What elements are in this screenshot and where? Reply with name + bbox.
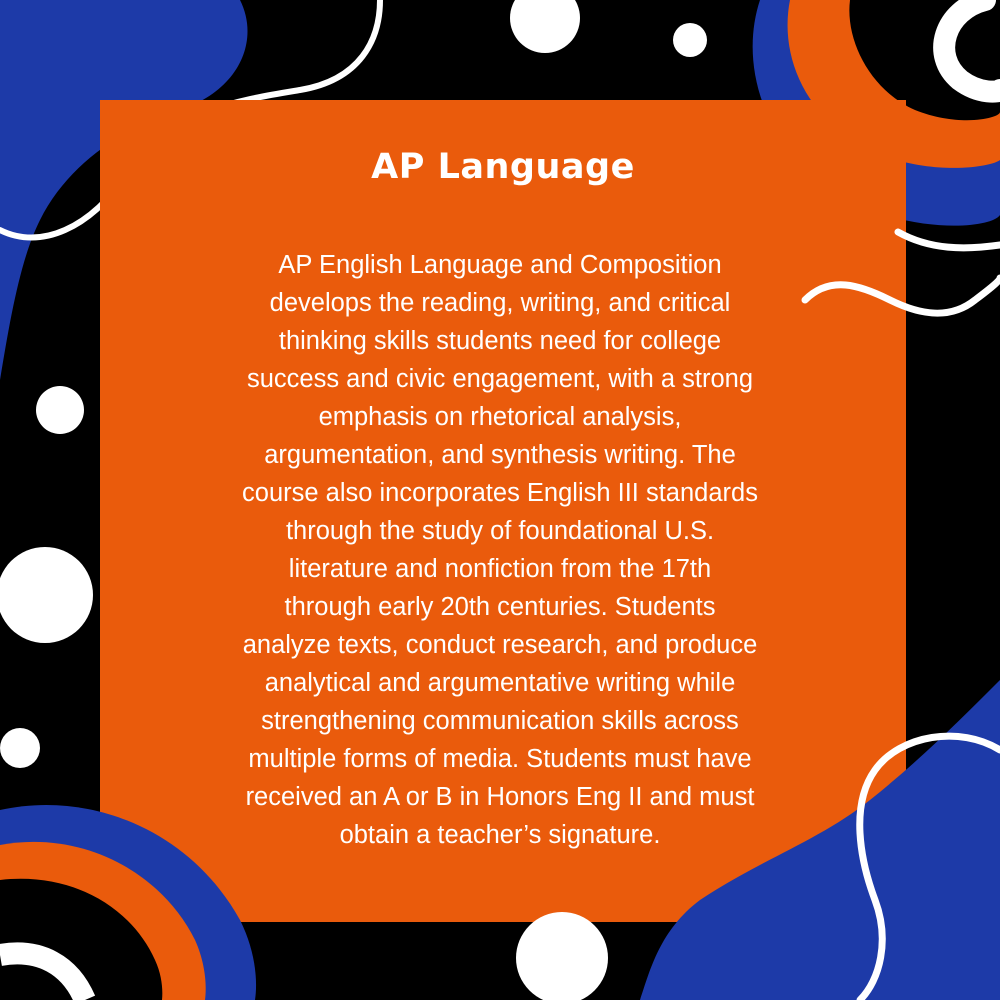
dot-top-small: [673, 23, 707, 57]
description-line: develops the reading, writing, and critical: [269, 289, 731, 317]
description-line: AP English Language and Composition: [278, 251, 722, 279]
description-line: received an A or B in Honors Eng II and must: [245, 783, 755, 811]
description-line: analytical and argumentative writing while: [264, 669, 736, 697]
description-line: multiple forms of media. Students must have: [248, 745, 752, 773]
description-line: strengthening communication skills across: [261, 707, 739, 735]
description-line: thinking skills students need for college: [278, 327, 722, 355]
description-line: emphasis on rhetorical analysis,: [318, 403, 682, 431]
description-line: analyze texts, conduct research, and produce: [242, 631, 758, 659]
description-line: literature and nonfiction from the 17th: [288, 555, 712, 583]
page-title: AP Language: [371, 147, 635, 187]
description-line: course also incorporates English III standards: [242, 479, 758, 507]
course-description: [180, 246, 820, 854]
description-line: through the study of foundational U.S.: [285, 517, 715, 545]
dot-left-large: [0, 547, 93, 643]
dot-left-lower: [0, 728, 40, 768]
description-line: success and civic engagement, with a strong: [246, 365, 753, 393]
description-line: through early 20th centuries. Students: [284, 593, 716, 621]
dot-bottom-center: [516, 912, 608, 1000]
dot-left-upper: [36, 386, 84, 434]
description-line: obtain a teacher’s signature.: [339, 821, 661, 849]
right-white-wave-upper: [898, 232, 1000, 248]
description-line: argumentation, and synthesis writing. The: [264, 441, 736, 469]
dot-top-center: [510, 0, 580, 53]
